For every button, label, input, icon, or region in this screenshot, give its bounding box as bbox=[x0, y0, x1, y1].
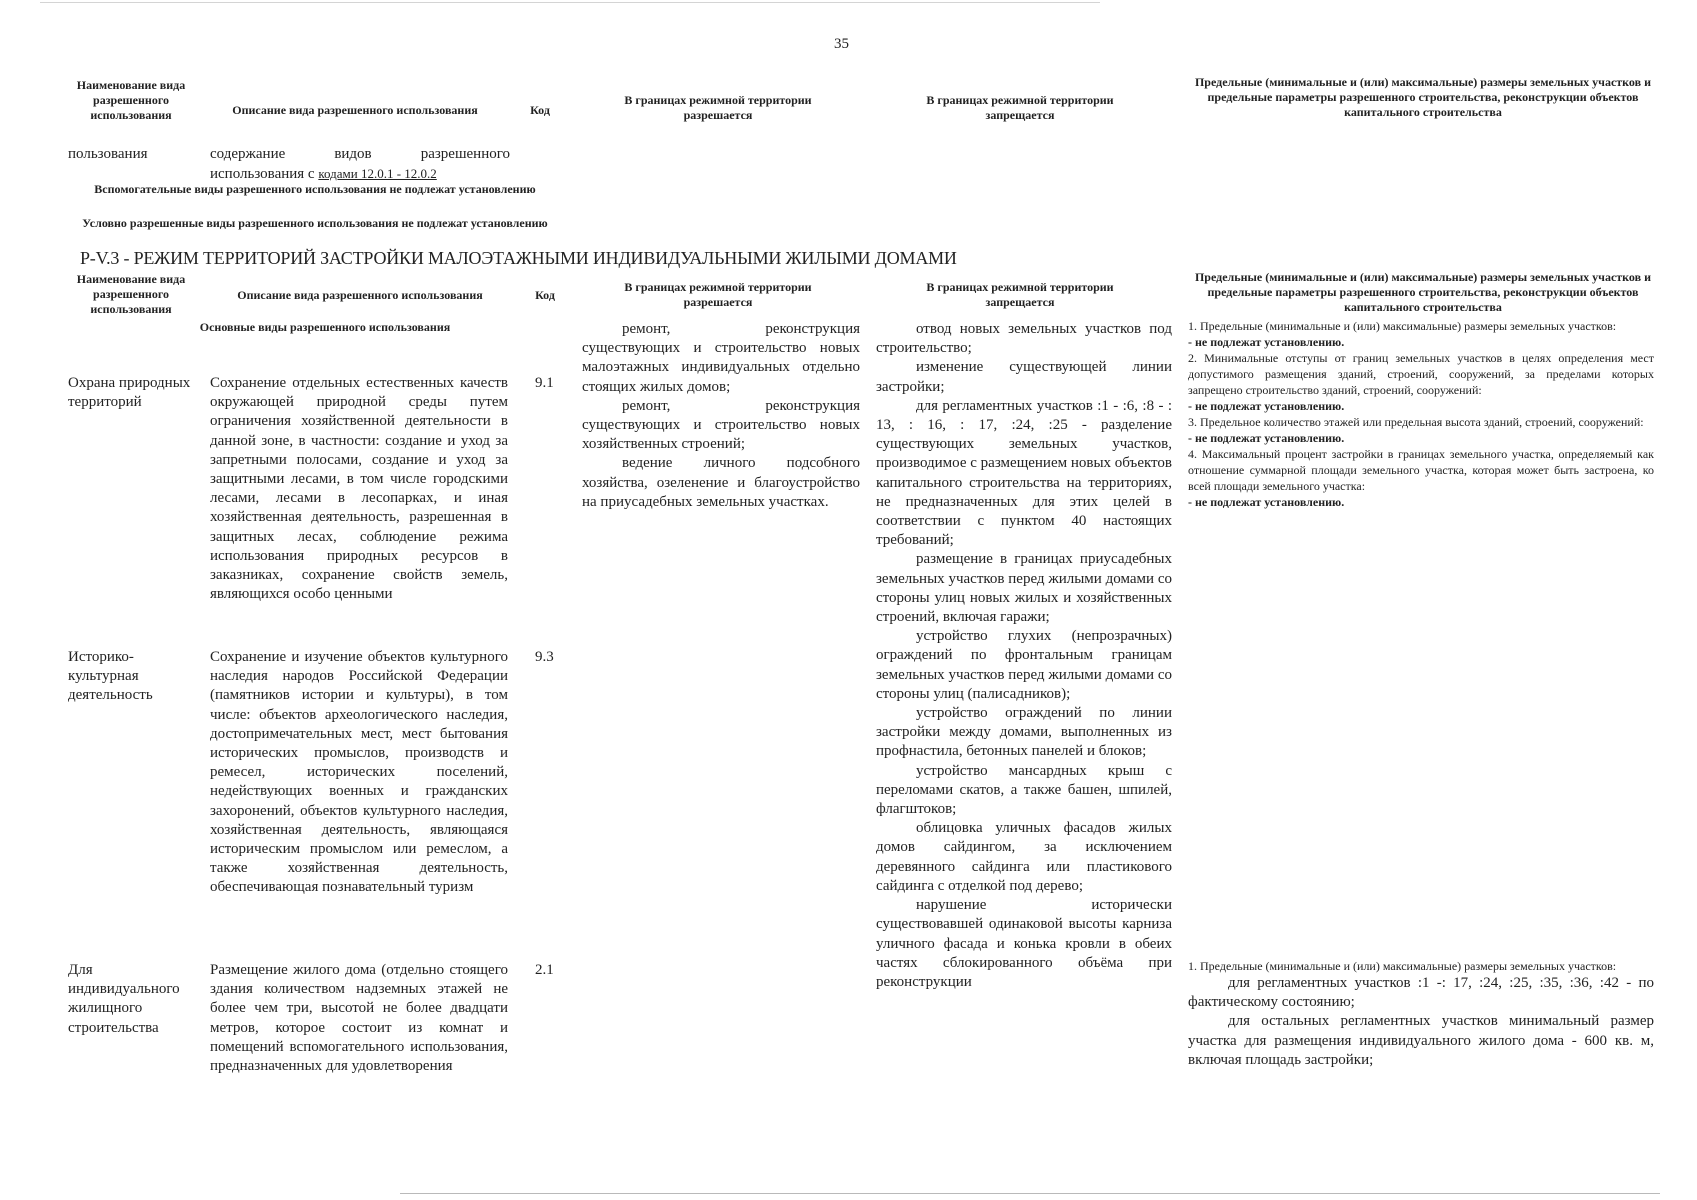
top-row-name: пользования bbox=[68, 146, 148, 162]
forbidden-item: устройство глухих (непрозрачных) ограждений по фронтальным границам земельных участков перед жилыми домами со стороны улиц (палисадников); bbox=[876, 628, 1172, 702]
row-description-historical-cultural: Сохранение и изучение объектов культурного наследия народов Российской Федерации (памятников истории и культуры), в том числе: объектов археологического наследия, достопримечательных мест, мест бытования исторических промыслов, производств и ремесел, исторических поселений, недействующих военных и гражданских захоронений, объектов культурного наследия, хозяйственная деятельность, являющаяся историческим промыслом или ремеслом, а также хозяйственная деятельность, обеспечивающая познавательный туризм bbox=[210, 649, 508, 896]
limits-item: 3. Предельное количество этажей или предельная высота зданий, строений, сооружений: bbox=[1188, 415, 1644, 429]
header-name: Наименование вида разрешенного использования bbox=[76, 272, 186, 316]
row-code-individual-housing: 2.1 bbox=[535, 962, 554, 978]
top-header-allowed: В границах режимной территории разрешается bbox=[624, 93, 812, 122]
codes-link[interactable]: кодами 12.0.1 - 12.0.2 bbox=[318, 166, 437, 182]
scan-edge-top bbox=[40, 2, 1100, 3]
limits-housing-item: для регламентных участков :1 -: 17, :24, :25, :35, :36, :42 - по фактическому состоянию; bbox=[1188, 975, 1654, 1011]
forbidden-item: облицовка уличных фасадов жилых домов сайдингом, за исключением деревянного сайдинга или пластикового сайдинга с отделкой под дерево; bbox=[876, 820, 1172, 894]
forbidden-item: изменение существующей линии застройки; bbox=[876, 359, 1172, 395]
header-allowed: В границах режимной территории разрешается bbox=[624, 280, 812, 309]
limits-block-general bbox=[1188, 318, 1654, 510]
limits-housing-item: для остальных регламентных участков минимальный размер участка для размещения индивидуального жилого дома - 600 кв. м, включая площадь застройки; bbox=[1188, 1013, 1654, 1068]
scan-edge-bottom bbox=[400, 1193, 1660, 1194]
forbidden-item: нарушение исторически существовавшей одинаковой высоты карниза уличного фасада и конька кровли в обеих частях сблокированного объёма при реконструкции bbox=[876, 897, 1172, 990]
limits-block-housing bbox=[1188, 958, 1654, 1070]
page-number: 35 bbox=[834, 36, 849, 52]
header-forbidden: В границах режимной территории запрещается bbox=[926, 280, 1114, 309]
aux-types-note: Вспомогательные виды разрешенного использования не подлежат установлению bbox=[94, 182, 536, 196]
limits-item-value: - не подлежат установлению. bbox=[1188, 495, 1345, 509]
top-header-code: Код bbox=[530, 103, 550, 117]
limits-item-value: - не подлежат установлению. bbox=[1188, 431, 1345, 445]
allowed-item: ремонт, реконструкция существующих и строительство новых малоэтажных индивидуальных отдельно стоящих жилых домов; bbox=[582, 321, 860, 395]
allowed-item: ремонт, реконструкция существующих и строительство новых хозяйственных строений; bbox=[582, 397, 860, 453]
row-name-nature-protection: Охрана природных территорий bbox=[68, 375, 191, 411]
forbidden-item: устройство мансардных крыш с переломами скатов, а также башен, шпилей, флагштоков; bbox=[876, 762, 1172, 818]
limits-item-value: - не подлежат установлению. bbox=[1188, 399, 1345, 413]
forbidden-list bbox=[876, 320, 1172, 992]
allowed-item: ведение личного подсобного хозяйства, озеленение и благоустройство на приусадебных земельных участках. bbox=[582, 455, 860, 510]
limits-item: 4. Максимальный процент застройки в границах земельного участка, определяемый как отношение суммарной площади земельного участка, которая может быть застроена, ко всей площади земельного участка: bbox=[1188, 447, 1654, 493]
limits-housing-heading: 1. Предельные (минимальные и (или) максимальные) размеры земельных участков: bbox=[1188, 959, 1617, 973]
forbidden-item: для регламентных участков :1 - :6, :8 - : 13, : 16, : 17, :24, :25 - разделение существующих земельных участков, производимое с размещением новых объектов капитального строительства на территориях, не предназначенных для этих целей в соответствии с пунктом 40 настоящих требований; bbox=[876, 397, 1173, 549]
header-code: Код bbox=[535, 288, 555, 302]
main-types-label: Основные виды разрешенного использования bbox=[199, 320, 451, 334]
forbidden-item: устройство ограждений по линии застройки между домами, выполненных из профнастила, бетонных панелей и блоков; bbox=[876, 705, 1172, 760]
top-header-description: Описание вида разрешенного использования bbox=[232, 103, 478, 117]
header-description: Описание вида разрешенного использования bbox=[237, 288, 483, 302]
limits-item: 2. Минимальные отступы от границ земельных участков в целях определения мест допустимого размещения зданий, строений, сооружений, за пределами которых запрещено строительство зданий, строений, сооружений: bbox=[1188, 351, 1654, 397]
top-row-description bbox=[210, 145, 510, 184]
header-limits: Предельные (минимальные и (или) максимальные) размеры земельных участков и предельные параметры разрешенного строительства, реконструкции объектов капитального строительства bbox=[1194, 270, 1652, 314]
conditional-types-note: Условно разрешенные виды разрешенного использования не подлежат установлению bbox=[82, 216, 548, 230]
top-header-forbidden: В границах режимной территории запрещается bbox=[926, 93, 1114, 122]
top-header-limits: Предельные (минимальные и (или) максимальные) размеры земельных участков и предельные параметры разрешенного строительства, реконструкции объектов капитального строительства bbox=[1194, 75, 1652, 119]
top-row-description-text: содержание видов разрешенного использования с bbox=[210, 146, 510, 183]
row-name-historical-cultural: Историко-культурная деятельность bbox=[68, 649, 153, 704]
limits-item-value: - не подлежат установлению. bbox=[1188, 335, 1345, 349]
row-code-historical-cultural: 9.3 bbox=[535, 649, 554, 665]
row-name-individual-housing: Для индивидуального жилищного строительства bbox=[68, 962, 180, 1036]
allowed-list bbox=[582, 320, 860, 512]
top-header-name: Наименование вида разрешенного использования bbox=[76, 78, 186, 122]
forbidden-item: отвод новых земельных участков под строительство; bbox=[876, 321, 1172, 357]
limits-item: 1. Предельные (минимальные и (или) максимальные) размеры земельных участков: bbox=[1188, 319, 1617, 333]
forbidden-item: размещение в границах приусадебных земельных участков перед жилыми домами со стороны улиц новых жилых и хозяйственных строений, включая гаражи; bbox=[876, 551, 1172, 626]
row-code-nature-protection: 9.1 bbox=[535, 375, 554, 391]
section-title: Р-V.3 - РЕЖИМ ТЕРРИТОРИЙ ЗАСТРОЙКИ МАЛОЭТАЖНЫМИ ИНДИВИДУАЛЬНЫМИ ЖИЛЫМИ ДОМАМИ bbox=[80, 248, 957, 268]
row-description-individual-housing: Размещение жилого дома (отдельно стоящего здания количеством надземных этажей не более чем три, высотой не более двадцати метров, которое состоит из комнат и помещений вспомогательного использования, предназначенных для удовлетворения bbox=[210, 962, 508, 1075]
row-description-nature-protection: Сохранение отдельных естественных качеств окружающей природной среды путем ограничения хозяйственной деятельности в данной зоне, в частности: создание и уход за запретными полосами, создание и уход за защитными лесами, в том числе городскими лесами, лесами в лесопарках, и иная хозяйственная деятельность, разрешенная в защитных лесах, соблюдение режима использования природных ресурсов в заказниках, сохранение свойств земель, являющихся особо ценными bbox=[210, 375, 508, 603]
